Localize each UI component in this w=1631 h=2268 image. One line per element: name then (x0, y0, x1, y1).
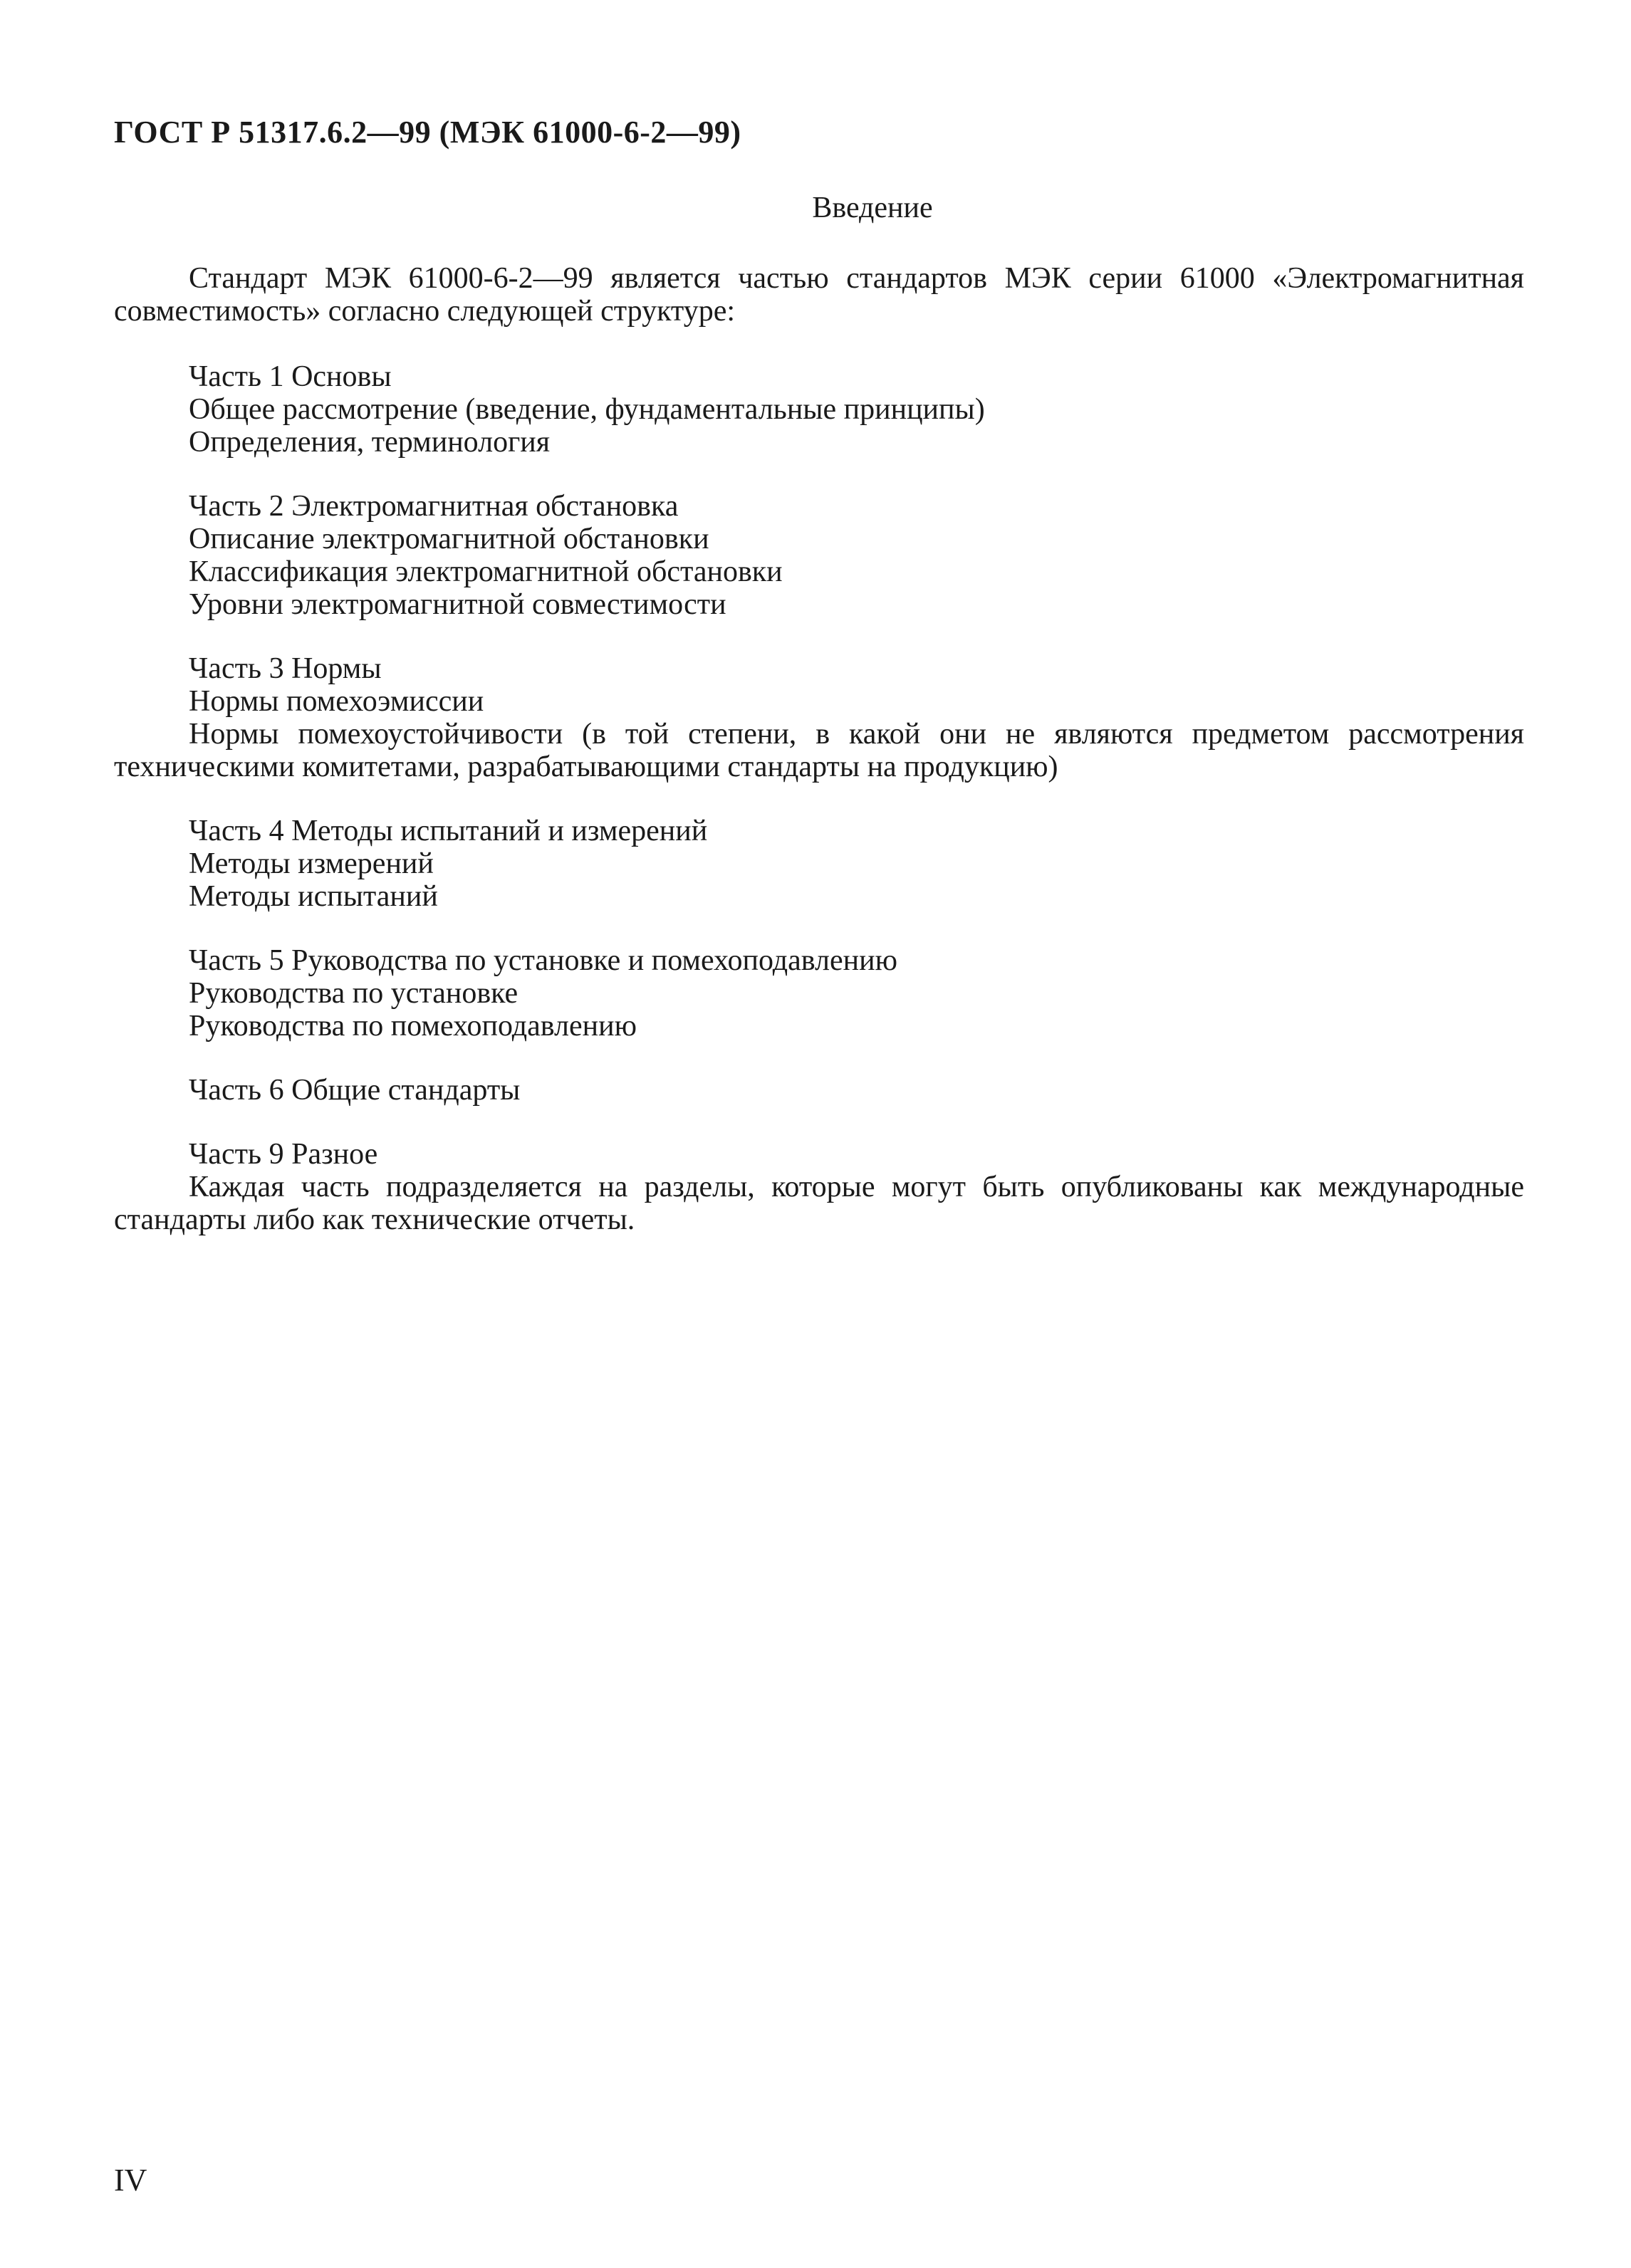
page-number: IV (114, 2163, 147, 2198)
part-item-wrapped: Нормы помехоустойчивости (в той степени, в какой они не являются предметом рассмотрения техническими комитетами, разрабатывающими стандарты на продукцию) (114, 718, 1524, 783)
part-heading: Часть 1 Основы (189, 360, 392, 393)
part-heading: Часть 9 Разное (189, 1138, 378, 1171)
part-heading: Часть 4 Методы испытаний и измерений (189, 815, 708, 847)
part-item: Методы испытаний (189, 880, 438, 913)
part-heading: Часть 5 Руководства по установке и помехоподавлению (189, 944, 897, 977)
part-item: Руководства по установке (189, 977, 519, 1010)
part-1-group (114, 360, 1524, 459)
part-heading: Часть 2 Электромагнитная обстановка (189, 490, 679, 523)
part-item: Описание электромагнитной обстановки (189, 523, 709, 555)
part-6-group (114, 1074, 1524, 1107)
part-item: Нормы помехоэмиссии (189, 685, 484, 718)
part-heading: Часть 6 Общие стандарты (189, 1074, 521, 1107)
part-4-group (114, 815, 1524, 913)
document-page (114, 0, 1531, 2268)
part-2-group (114, 490, 1524, 621)
part-item: Определения, терминология (189, 426, 551, 459)
part-item: Руководства по помехоподавлению (189, 1010, 637, 1042)
part-9-group (114, 1138, 1524, 1236)
part-3-group (114, 652, 1524, 783)
section-title: Введение (812, 192, 933, 224)
part-item: Уровни электромагнитной совместимости (189, 588, 726, 621)
part-5-group (114, 944, 1524, 1042)
part-item: Классификация электромагнитной обстановки (189, 555, 783, 588)
part-heading: Часть 3 Нормы (189, 652, 382, 685)
closing-paragraph: Каждая часть подразделяется на разделы, которые могут быть опубликованы как международные стандарты либо как технические отчеты. (114, 1171, 1524, 1236)
standard-header: ГОСТ Р 51317.6.2—99 (МЭК 61000-6-2—99) (114, 115, 741, 150)
part-item: Методы измерений (189, 847, 434, 880)
intro-paragraph: Стандарт МЭК 61000-6-2—99 является частью стандартов МЭК серии 61000 «Электромагнитная совместимость» согласно следующей структуре: (114, 262, 1524, 328)
document-body (114, 262, 1524, 1236)
part-item: Общее рассмотрение (введение, фундаментальные принципы) (189, 393, 985, 426)
